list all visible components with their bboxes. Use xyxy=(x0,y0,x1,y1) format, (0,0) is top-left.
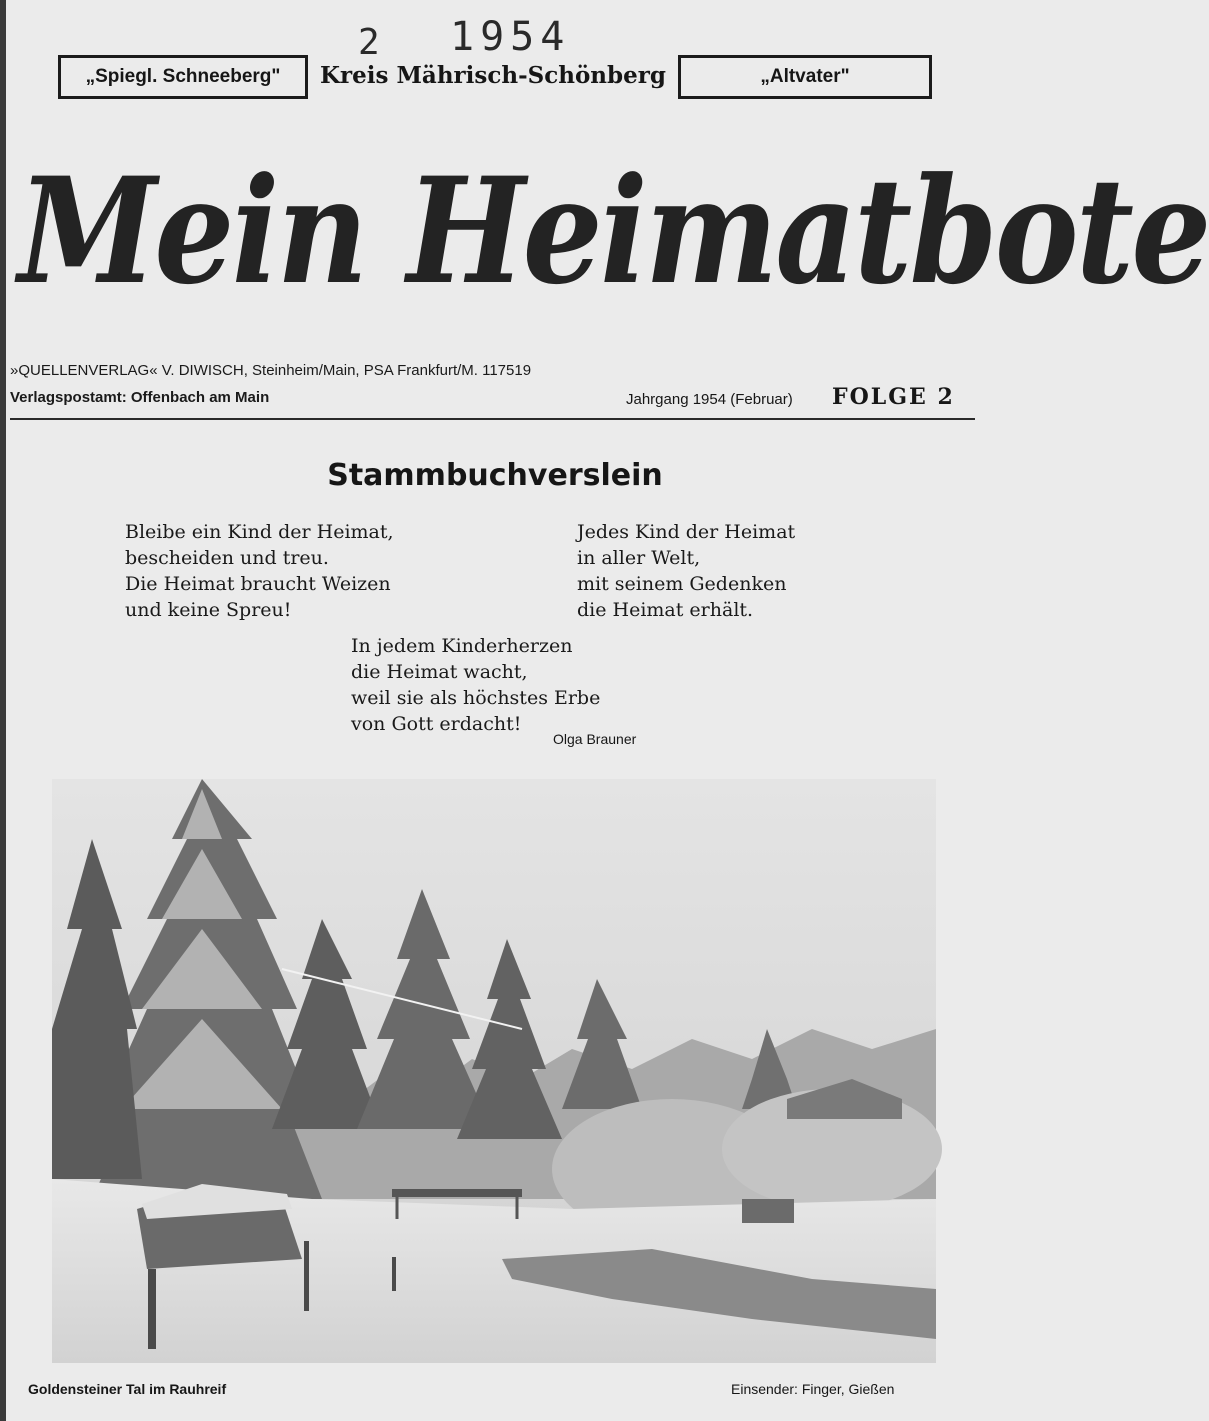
handwritten-number: 2 xyxy=(358,22,386,63)
masthead-title: Mein Heimatbote xyxy=(18,146,1209,317)
publisher-line: »QUELLENVERLAG« V. DIWISCH, Steinheim/Main, PSA Frankfurt/M. 117519 xyxy=(10,362,532,379)
header-divider xyxy=(10,418,975,420)
photo-credit: Einsender: Finger, Gießen xyxy=(731,1381,895,1397)
poem-line: mit seinem Gedenken xyxy=(577,573,787,595)
poem-author: Olga Brauner xyxy=(553,731,637,747)
postal-office-line: Verlagspostamt: Offenbach am Main xyxy=(10,389,270,406)
poem-line: von Gott erdacht! xyxy=(351,713,522,735)
issue-number: FOLGE 2 xyxy=(832,384,955,410)
region-left-label: „Spiegl. Schneeberg" xyxy=(85,66,281,87)
poem-line: In jedem Kinderherzen xyxy=(351,635,573,657)
poem-line: Jedes Kind der Heimat xyxy=(577,521,796,543)
poem-line: in aller Welt, xyxy=(577,547,701,569)
issue-year: Jahrgang 1954 (Februar) xyxy=(626,391,793,408)
photo-illustration xyxy=(52,779,936,1363)
poem-line: Die Heimat braucht Weizen xyxy=(125,573,391,595)
handwritten-year: 1954 xyxy=(450,14,571,60)
winter-landscape-photo xyxy=(52,779,936,1363)
poem-line: weil sie als höchstes Erbe xyxy=(351,687,601,709)
region-right-label: „Altvater" xyxy=(760,66,850,87)
poem-line: die Heimat wacht, xyxy=(351,661,528,683)
photo-caption: Goldensteiner Tal im Rauhreif xyxy=(28,1381,227,1397)
poem-stanza-1 xyxy=(125,519,394,623)
region-box-right xyxy=(678,55,932,99)
poem-line: Bleibe ein Kind der Heimat, xyxy=(125,521,394,543)
poem-title: Stammbuchverslein xyxy=(327,458,663,493)
poem-line: die Heimat erhält. xyxy=(577,599,754,621)
poem-stanza-2 xyxy=(577,519,795,623)
district-label: Kreis Mährisch-Schönberg xyxy=(320,62,666,89)
poem-line: bescheiden und treu. xyxy=(125,547,329,569)
page-edge xyxy=(0,0,6,1421)
region-box-left xyxy=(58,55,308,99)
poem-line: und keine Spreu! xyxy=(125,599,292,621)
poem-stanza-3 xyxy=(351,633,600,737)
